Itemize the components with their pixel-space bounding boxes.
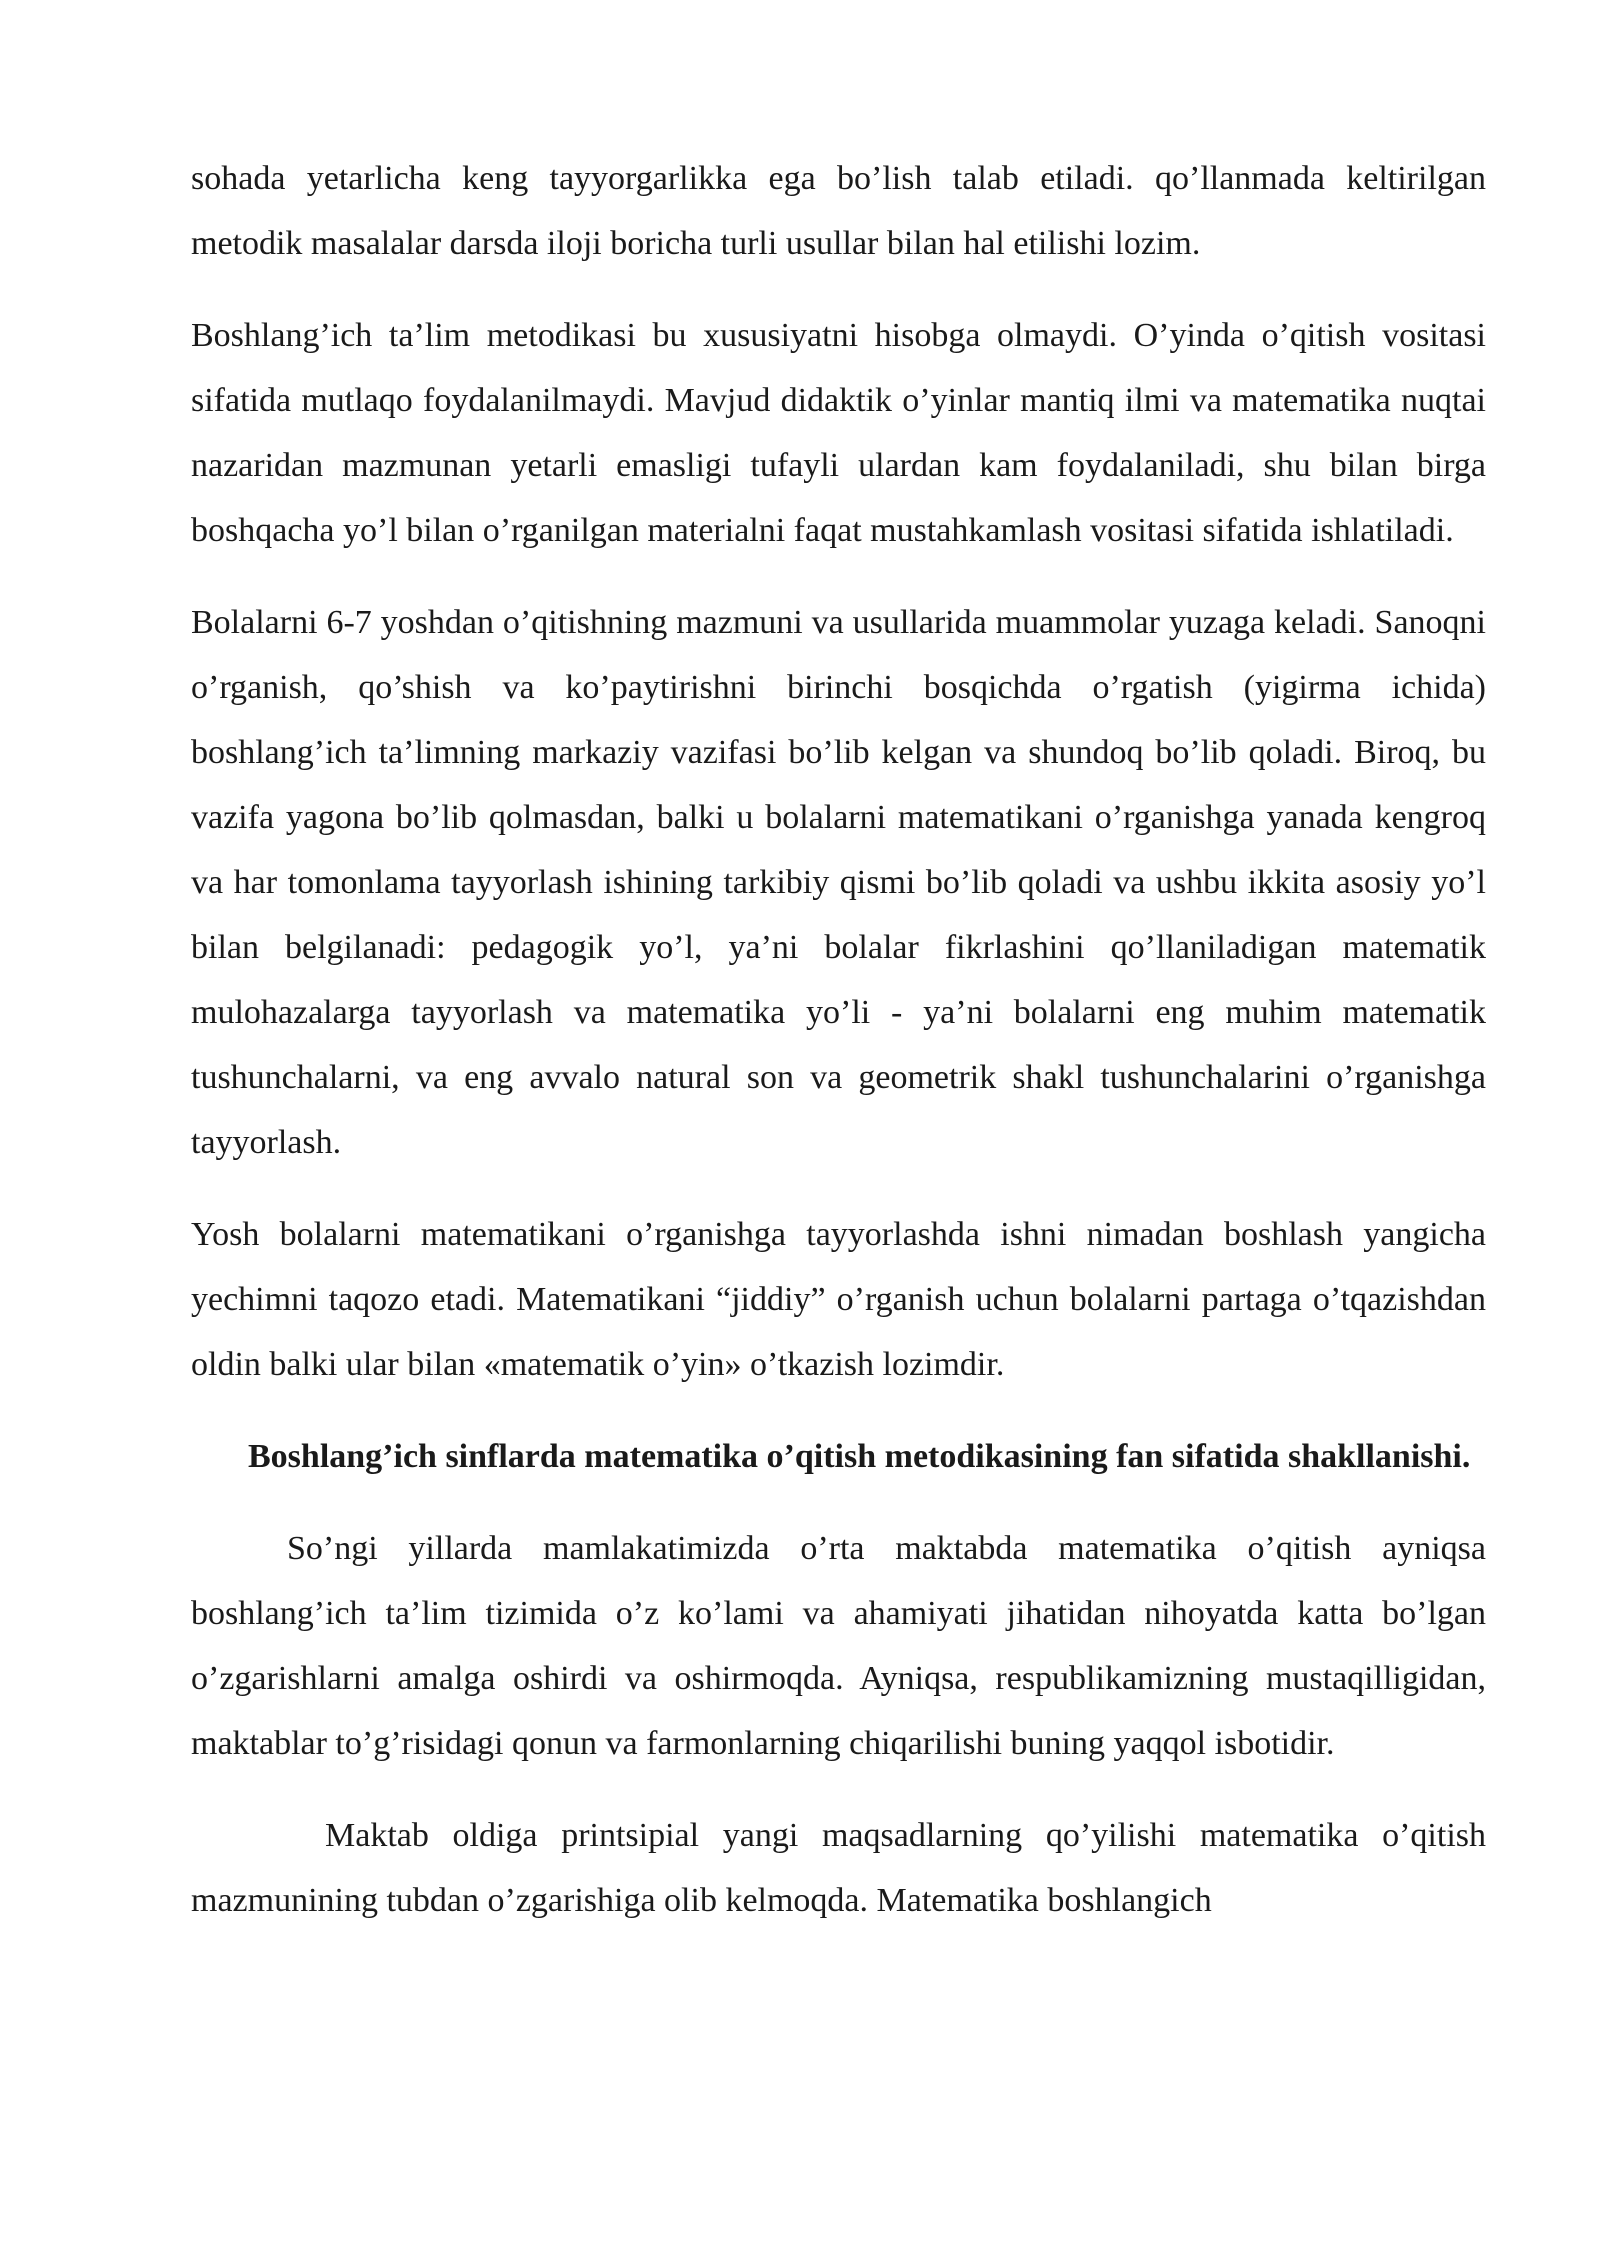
section-heading: Boshlang’ich sinflarda matematika o’qitish metodikasining fan sifatida shakllanishi. (248, 1438, 1471, 1475)
paragraph-5: So’ngi yillarda mamlakatimizda o’rta maktabda matematika o’qitish ayniqsa boshlang’ich ta’lim tizimida o’z ko’lami va ahamiyati jihatidan nihoyatda katta bo’lgan o’zgarishlarni amalga oshirdi va oshirmoqda. Ayniqsa, respublikamizning mustaqilligidan, maktablar to’g’risidagi qonun va farmonlarning chiqarilishi buning yaqqol isbotidir. (191, 1530, 1486, 1762)
paragraph-1: sohada yetarlicha keng tayyorgarlikka ega bo’lish talab etiladi. qo’llanmada keltirilgan metodik masalalar darsda iloji boricha turli usullar bilan hal etilishi lozim. (191, 160, 1486, 262)
paragraph-4: Yosh bolalarni matematikani o’rganishga tayyorlashda ishni nimadan boshlash yangicha yechimni taqozo etadi. Matematikani “jiddiy” o’rganish uchun bolalarni partaga o’tqazishdan oldin balki ular bilan «matematik o’yin» o’tkazish lozimdir. (191, 1216, 1486, 1383)
paragraph-3: Bolalarni 6-7 yoshdan o’qitishning mazmuni va usullarida muammolar yuzaga keladi. Sanoqni o’rganish, qo’shish va ko’paytirishni birinchi bosqichda o’rgatish (yigirma ichida) boshlang’ich ta’limning markaziy vazifasi bo’lib kelgan va shundoq bo’lib qoladi. Biroq, bu vazifa yagona bo’lib qolmasdan, balki u bolalarni matematikani o’rganishga yanada kengroq va har tomonlama tayyorlash ishining tarkibiy qismi bo’lib qoladi va ushbu ikkita asosiy yo’l bilan belgilanadi: pedagogik yo’l, ya’ni bolalar fikrlashini qo’llaniladigan matematik mulohazalarga tayyorlash va matematika yo’li - ya’ni bolalarni eng muhim matematik tushunchalarni, va eng avvalo natural son va geometrik shakl tushunchalarini o’rganishga tayyorlash. (191, 604, 1486, 1161)
paragraph-2: Boshlang’ich ta’lim metodikasi bu xususiyatni hisobga olmaydi. O’yinda o’qitish vositasi sifatida mutlaqo foydalanilmaydi. Mavjud didaktik o’yinlar mantiq ilmi va matematika nuqtai nazaridan mazmunan yetarli emasligi tufayli ulardan kam foydalaniladi, shu bilan birga boshqacha yo’l bilan o’rganilgan materialni faqat mustahkamlash vositasi sifatida ishlatiladi. (191, 317, 1486, 549)
document-page (191, 146, 1486, 1960)
paragraph-6: Maktab oldiga printsipial yangi maqsadlarning qo’yilishi matematika o’qitish mazmunining tubdan o’zgarishiga olib kelmoqda. Matematika boshlangich (191, 1817, 1486, 1919)
